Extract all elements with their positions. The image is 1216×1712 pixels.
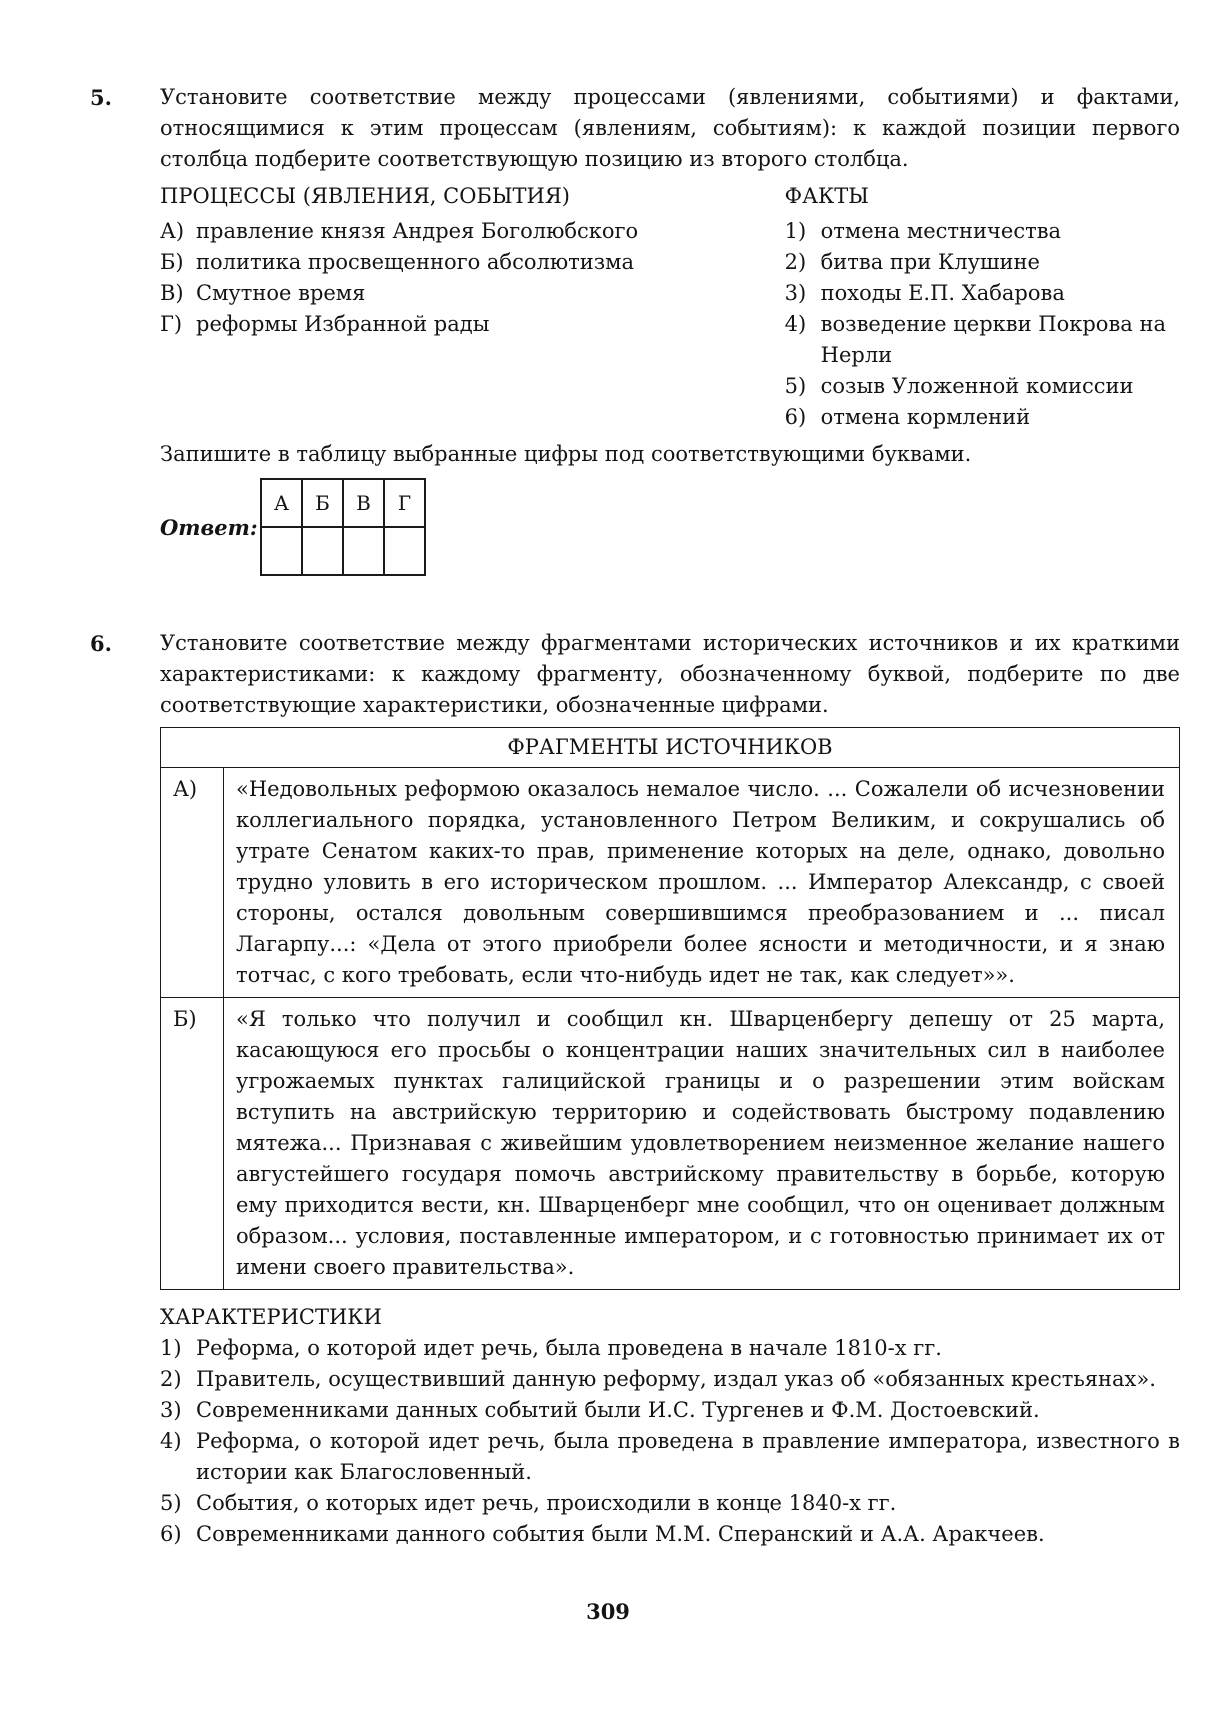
answer-cell-v[interactable] — [343, 527, 384, 575]
table-row — [161, 998, 1180, 1290]
list-item: В) Смутное время — [160, 281, 366, 305]
fragment-text: «Недовольных реформою оказалось немалое число. ... Сожалели об исчезновении коллегиального порядка, установленного Петром Великим, и сокрушались об утрате Сенатом каких-то прав, применение которых на деле, однако, довольно трудно уловить в его историческом прошлом. ... Император Александр, с своей стороны, остался довольным совершившимся преобразованием и ... писал Лагарпу...: «Дела от этого приобрели более ясности и методичности, и я знаю тотчас, с кого требовать, если что-нибудь идет не так, как следует»». — [224, 768, 1180, 998]
list-item: 3) Современниками данных событий были И.С. Тургенев и Ф.М. Достоевский. — [160, 1398, 1040, 1422]
task-6-instruction: Установите соответствие между фрагментами исторических источников и их краткими характеристиками: к каждому фрагменту, обозначенному буквой, подберите по две соответствующие характеристики, обозначенные цифрами. — [160, 631, 1180, 717]
answer-cell-b[interactable] — [302, 527, 343, 575]
list-item: 3) походы Е.П. Хабарова — [784, 281, 1065, 305]
answer-col-header: В — [343, 479, 384, 527]
facts-header: ФАКТЫ — [784, 184, 869, 208]
task-5-number: 5. — [90, 85, 112, 110]
answer-col-header: Г — [384, 479, 425, 527]
answer-label: Ответ: — [160, 514, 258, 540]
fragment-label: А) — [161, 768, 224, 998]
list-item: 1) отмена местничества — [784, 219, 1062, 243]
facts-column — [785, 181, 1180, 433]
list-item: 6) отмена кормлений — [784, 405, 1031, 429]
answer-col-header: Б — [302, 479, 343, 527]
list-item: 4) Реформа, о которой идет речь, была проведена в правление императора, известного в истории как Благословенный. — [160, 1429, 1180, 1484]
list-item: 2) битва при Клушине — [784, 250, 1040, 274]
list-item: 4) возведение церкви Покрова на Нерли — [784, 312, 1166, 367]
task-5-columns — [160, 181, 1180, 433]
list-item: Г) реформы Избранной рады — [160, 312, 490, 336]
fragment-label: Б) — [161, 998, 224, 1290]
list-item: 6) Современниками данного события были М.М. Сперанский и А.А. Аракчеев. — [160, 1522, 1045, 1546]
characteristics-list — [160, 1333, 1180, 1550]
task-6 — [90, 628, 1180, 1550]
table-row — [161, 768, 1180, 998]
fragments-table — [160, 727, 1180, 1290]
page-number: 309 — [586, 1599, 630, 1624]
list-item: 5) созыв Уложенной комиссии — [784, 374, 1134, 398]
list-item: Б) политика просвещенного абсолютизма — [160, 250, 635, 274]
processes-header: ПРОЦЕССЫ (ЯВЛЕНИЯ, СОБЫТИЯ) — [160, 184, 571, 208]
answer-instruction: Запишите в таблицу выбранные цифры под соответствующими буквами. — [160, 442, 972, 466]
fragment-text: «Я только что получил и сообщил кн. Шварценбергу депешу от 25 марта, касающуюся его просьбы о концентрации наших значительных сил в наиболее угрожаемых пунктах галицийской границы и о разрешении этим войскам вступить на австрийскую территорию и содействовать быстрому подавлению мятежа... Признавая с живейшим удовлетворением неизменное желание нашего августейшего государя помочь австрийскому правительству в борьбе, которую ему приходится вести, кн. Шварценберг мне сообщил, что он оценивает должным образом... условия, поставленные императором, и с готовностью принимает их от имени своего правительства». — [224, 998, 1180, 1290]
list-item: 5) События, о которых идет речь, происходили в конце 1840-х гг. — [160, 1491, 897, 1515]
list-item: А) правление князя Андрея Боголюбского — [160, 219, 639, 243]
list-item: 1) Реформа, о которой идет речь, была проведена в начале 1810-х гг. — [160, 1336, 942, 1360]
fragments-table-header: ФРАГМЕНТЫ ИСТОЧНИКОВ — [161, 728, 1180, 768]
answer-col-header: А — [261, 479, 302, 527]
list-item: 2) Правитель, осуществивший данную реформу, издал указ об «обязанных крестьянах». — [160, 1367, 1156, 1391]
answer-block — [160, 478, 1180, 576]
answer-cell-a[interactable] — [261, 527, 302, 575]
answer-cell-g[interactable] — [384, 527, 425, 575]
processes-column — [160, 181, 785, 433]
task-5-instruction: Установите соответствие между процессами (явлениями, событиями) и фактами, относящимися к этим процессам (явлениям, событиям): к каждой позиции первого столбца подберите соответствующую позицию из второго столбца. — [160, 85, 1180, 171]
answer-table — [260, 478, 426, 576]
task-6-number: 6. — [90, 631, 112, 656]
task-5 — [90, 82, 1180, 576]
characteristics-header: ХАРАКТЕРИСТИКИ — [160, 1305, 382, 1329]
